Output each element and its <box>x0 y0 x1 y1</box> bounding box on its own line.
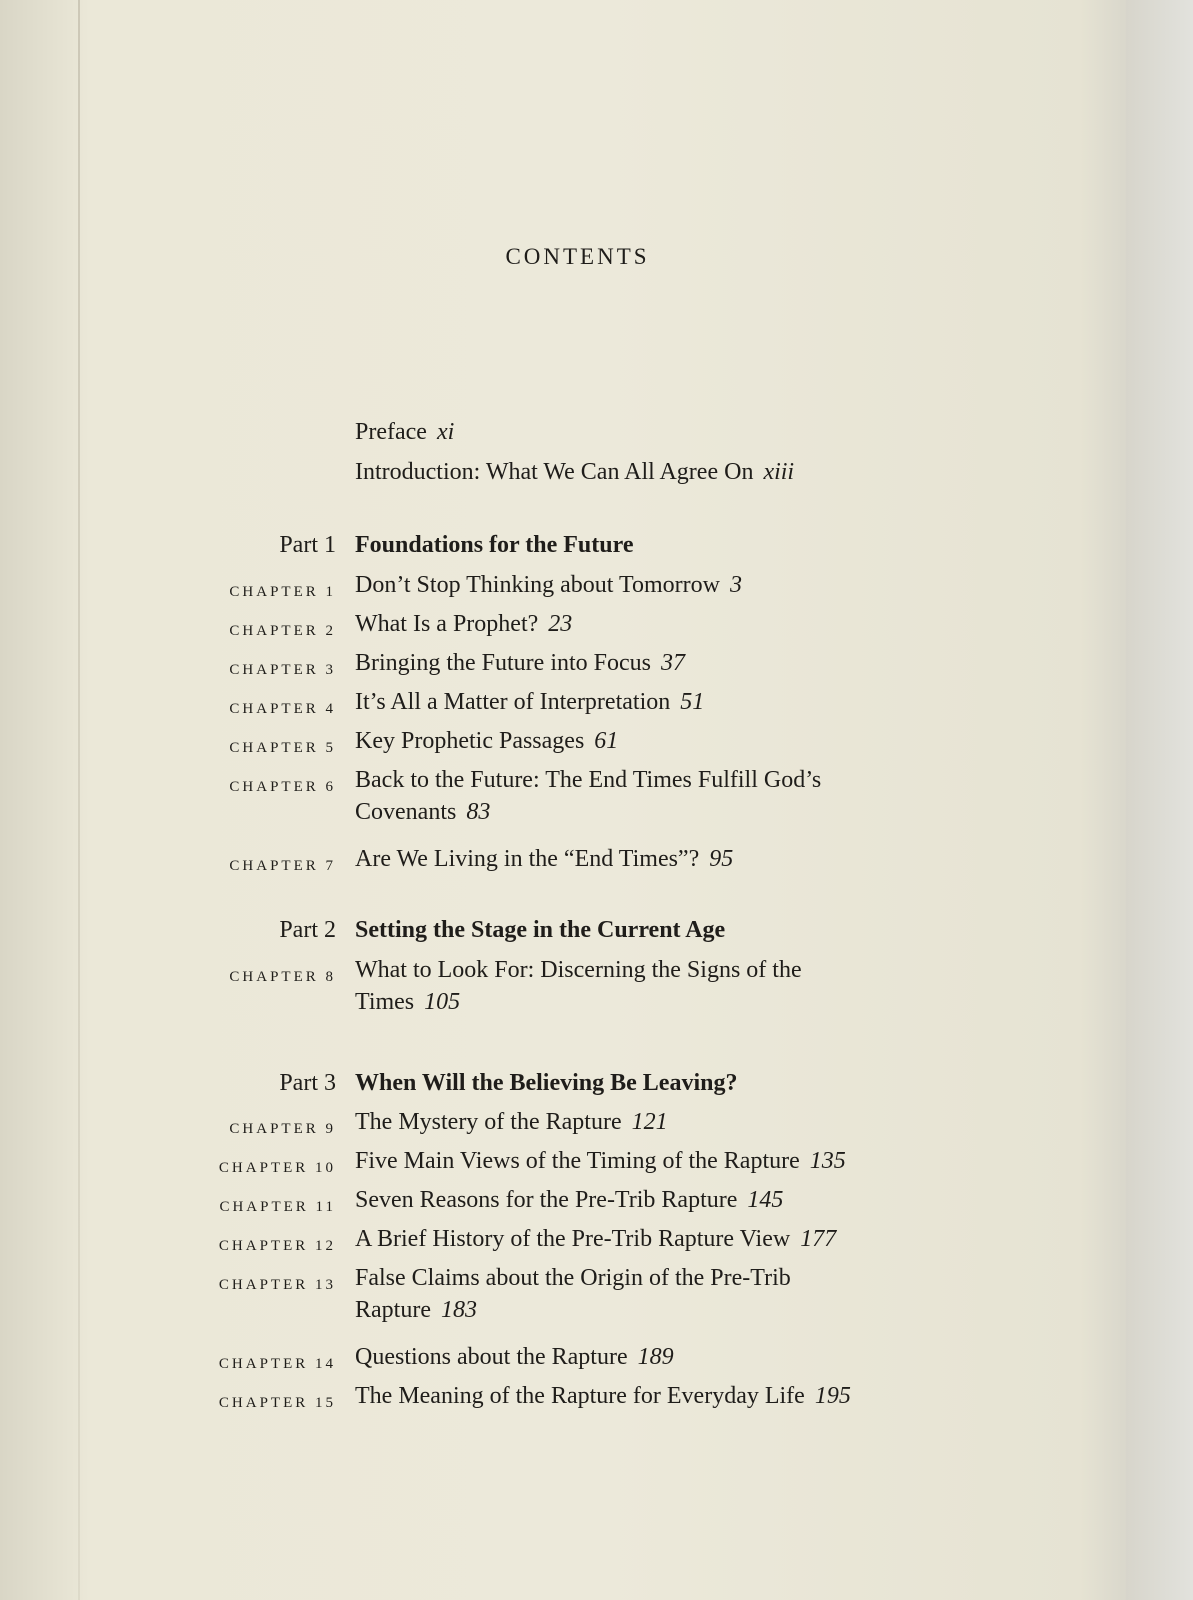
part-title: Setting the Stage in the Current Age <box>355 917 726 943</box>
chapter-label: CHAPTER 8 <box>229 969 336 985</box>
entry-page: 61 <box>594 728 619 754</box>
entry-page: 3 <box>730 572 742 598</box>
entry-page: 105 <box>424 989 461 1015</box>
entry-page: 37 <box>661 650 685 676</box>
contents-heading: CONTENTS <box>505 244 650 269</box>
entry-page: 23 <box>548 611 573 637</box>
chapter-label: CHAPTER 10 <box>218 1160 336 1176</box>
chapter-label: CHAPTER 3 <box>229 662 336 678</box>
chapter-label: CHAPTER 5 <box>229 740 336 756</box>
entry-title: What Is a Prophet? <box>355 611 539 637</box>
entry-title: Five Main Views of the Timing of the Rapture <box>355 1148 800 1174</box>
part-label: Part 1 <box>279 532 336 558</box>
entry-page: 83 <box>466 799 491 825</box>
entry-page: 95 <box>709 846 734 872</box>
part-title: Foundations for the Future <box>355 532 634 558</box>
entry-title: Are We Living in the “End Times”? <box>355 846 700 872</box>
entry-page: xiii <box>763 459 795 485</box>
page-gutter <box>78 0 80 1600</box>
entry-title: Key Prophetic Passages <box>355 728 585 754</box>
entry-title: Bringing the Future into Focus <box>355 650 651 676</box>
chapter-label: CHAPTER 12 <box>218 1238 336 1254</box>
entry-page: 183 <box>440 1297 477 1323</box>
entry-title: The Meaning of the Rapture for Everyday Life <box>355 1383 805 1409</box>
entry-title: Seven Reasons for the Pre-Trib Rapture <box>355 1187 738 1213</box>
chapter-label: CHAPTER 7 <box>229 858 336 874</box>
entry-title: Introduction: What We Can All Agree On <box>355 459 754 485</box>
chapter-label: CHAPTER 15 <box>218 1395 336 1411</box>
part-label: Part 2 <box>279 917 336 943</box>
entry-title: Preface <box>355 419 427 445</box>
part-label: Part 3 <box>279 1070 336 1096</box>
toc-entry-introduction <box>355 456 794 488</box>
toc-entry-preface <box>355 416 454 448</box>
entry-title: What to Look For: Discerning the Signs of the Times <box>355 957 802 1015</box>
entry-title: The Mystery of the Rapture <box>355 1109 622 1135</box>
entry-page: 189 <box>637 1344 674 1370</box>
entry-title: Back to the Future: The End Times Fulfill God’s Covenants <box>355 767 822 825</box>
chapter-label: CHAPTER 1 <box>229 584 336 600</box>
entry-page: 135 <box>809 1148 846 1174</box>
entry-title: It’s All a Matter of Interpretation <box>355 689 671 715</box>
chapter-label: CHAPTER 14 <box>218 1356 336 1372</box>
part-title: When Will the Believing Be Leaving? <box>355 1070 738 1096</box>
entry-title: A Brief History of the Pre-Trib Rapture View <box>355 1226 791 1252</box>
entry-page: 195 <box>814 1383 851 1409</box>
chapter-label: CHAPTER 9 <box>229 1121 336 1137</box>
entry-page: xi <box>436 419 455 445</box>
entry-title: Don’t Stop Thinking about Tomorrow <box>355 572 720 598</box>
entry-page: 145 <box>747 1187 784 1213</box>
entry-page: 121 <box>631 1109 668 1135</box>
entry-title: Questions about the Rapture <box>355 1344 628 1370</box>
entry-page: 177 <box>800 1226 837 1252</box>
chapter-label: CHAPTER 2 <box>229 623 336 639</box>
page-edge <box>1126 0 1193 1600</box>
chapter-label: CHAPTER 6 <box>229 779 336 795</box>
entry-title: False Claims about the Origin of the Pre-Trib Rapture <box>355 1265 791 1323</box>
chapter-label: CHAPTER 13 <box>218 1277 336 1293</box>
chapter-label: CHAPTER 11 <box>219 1199 336 1215</box>
chapter-label: CHAPTER 4 <box>229 701 336 717</box>
entry-page: 51 <box>680 689 705 715</box>
